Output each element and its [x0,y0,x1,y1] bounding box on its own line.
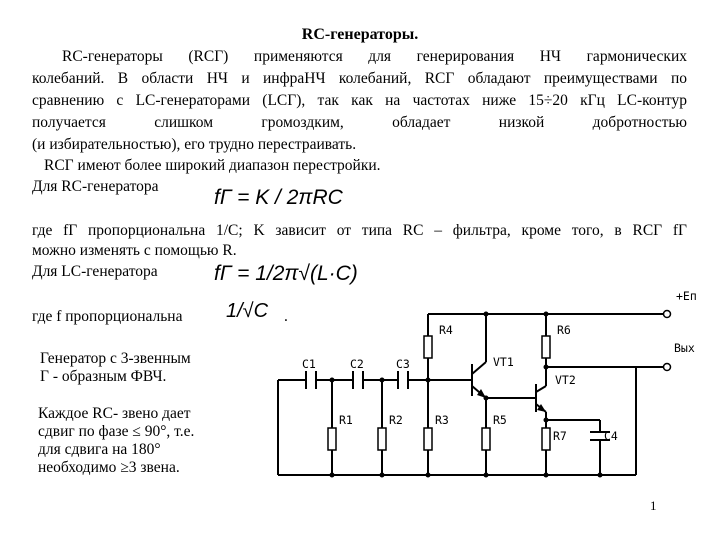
label-r5: R5 [493,413,507,427]
paragraph-line-6: RCГ имеют более широкий диапазон перестройки. [44,157,381,174]
side-text-line: Генератор с 3-звенным [40,350,191,367]
label-r7: R7 [553,429,567,443]
label-vt2: VT2 [555,373,576,387]
paragraph-line-1: RC-генераторы (RCГ) применяются для генерирования НЧ гармонических [62,48,687,65]
label-r2: R2 [389,413,403,427]
label-c3: C3 [396,357,410,371]
lc-intro: Для LC-генератора [32,263,158,280]
prop-dot: . [284,308,288,325]
label-output: Вых [674,341,695,355]
rc-intro: Для RC-генератора [32,178,159,195]
label-r1: R1 [339,413,353,427]
prop-formula: 1/√C [226,300,269,322]
label-c2: C2 [350,357,364,371]
label-c4: C4 [604,429,618,443]
side-text-line: необходимо ≥3 звена. [38,459,180,476]
paragraph-line-4: получается слишком громоздким, обладает низкой добротностью [32,114,687,131]
paragraph-line-2: колебаний. В области НЧ и инфраНЧ колебаний, RCГ обладают преимуществами по [32,70,687,87]
slide-title: RC-генераторы. [301,26,419,43]
label-r6: R6 [557,323,571,337]
side-text-line: Каждое RC- звено дает [38,405,191,422]
label-c1: C1 [302,357,316,371]
label-r4: R4 [439,323,453,337]
side-text-line: Г - образным ФВЧ. [40,368,167,385]
where-line-2: можно изменять с помощью R. [32,242,237,259]
side-text-line: для сдвига на 180° [38,441,161,458]
label-r3: R3 [435,413,449,427]
prop-text: где f пропорциональна [32,308,183,325]
where-line-1: где fГ пропорциональна 1/C; K зависит от типа RC – фильтра, кроме того, в RCГ fГ [32,222,687,239]
paragraph-line-3: сравнению с LC-генераторами (LCГ), так как на частотах ниже 15÷20 кГц LC-контур [32,92,687,109]
label-vt1: VT1 [493,355,514,369]
paragraph-line-5: (и избирательностью), его трудно перестраивать. [32,136,357,153]
label-supply: +Eп [676,289,697,303]
formula-rc: fГ = K / 2πRC [214,186,343,209]
formula-lc: fГ = 1/2π√(L·C) [214,262,358,285]
side-text-line: сдвиг по фазе ≤ 90°, т.е. [38,423,195,440]
page-number: 1 [650,498,657,513]
